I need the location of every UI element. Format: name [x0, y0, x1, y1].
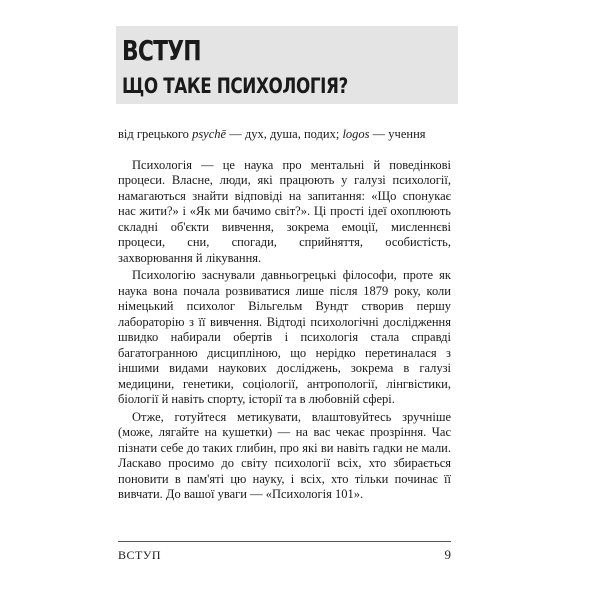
paragraph-definition: Психологія — це наука про ментальні й поведінкові процеси. Власне, люди, які працюють у галузі психології, намагаються знайти відповіді на запитання: «Що спонукає нас жити?» і «Як ми бачимо світ?». Ці прості ідеї охоплюють складні об'єкти вивчення, зокрема емоції, мисленнєві процеси, сни, спогади, сприйняття, особистість, захворювання й лікування.	[118, 157, 451, 265]
etymology-meaning-psyche: — дух, душа, подих;	[226, 127, 343, 141]
chapter-heading-block	[116, 26, 458, 104]
running-head: ВСТУП	[118, 548, 161, 562]
etymology-term-psyche: psychē	[192, 127, 227, 141]
chapter-title: ВСТУП	[122, 34, 201, 67]
etymology-meaning-logos: — учення	[369, 127, 426, 141]
paragraph-history: Психологію заснували давньогрецькі філософи, проте як наука вона почала розвиватися лише після 1879 року, коли німецький психолог Вільгельм Вундт створив першу лабораторію з її вивчення. Відтоді психологічні дослідження швидко набирали обертів і психологія стала справді багатогранною дисципліною, що нерідко перетиналася з іншими видами наукових досліджень, зокрема в галузі медицини, генетики, соціології, антропології, лінгвістики, біології й навіть спорту, історії та в любовній сфері.	[118, 268, 451, 406]
etymology-term-logos: logos	[342, 127, 370, 141]
paragraph-welcome: Отже, готуйтеся метикувати, влаштовуйтесь зручніше (може, лягайте на кушетки) — на вас чекає прозріння. Час пізнати себе до таких глибин, про які ви навіть гадки не мали. Ласкаво просимо до світу психології всіх, хто збирається поновити в пам'яті цю науку, і всіх, хто тільки починає її вивчати. До вашої уваги — «Психологія 101».	[118, 409, 451, 501]
etymology-prefix: від грецького	[118, 127, 193, 141]
chapter-subtitle: ЩО ТАКЕ ПСИХОЛОГІЯ?	[122, 74, 348, 98]
page-number: 9	[444, 547, 451, 562]
etymology-line	[118, 127, 451, 143]
page-footer	[118, 541, 451, 562]
body-text	[118, 127, 451, 505]
